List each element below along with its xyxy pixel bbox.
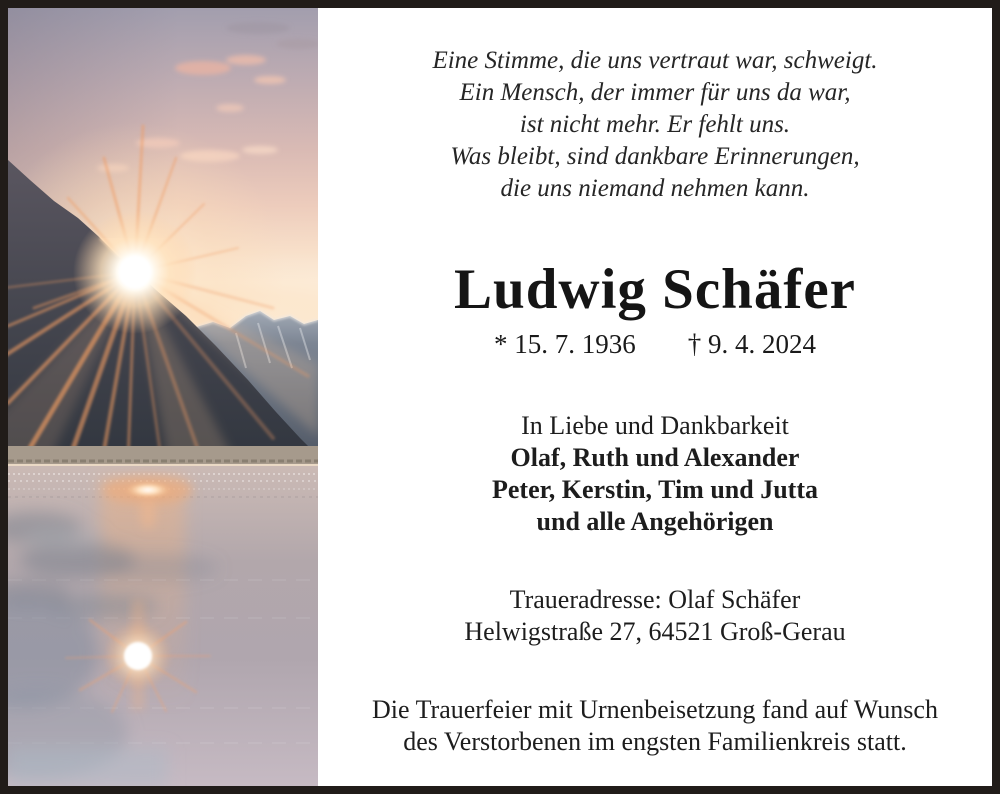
verse-line: ist nicht mehr. Er fehlt uns. xyxy=(519,111,791,138)
verse-line: die uns niemand nehmen kann. xyxy=(500,175,810,202)
verse-line: Eine Stimme, die uns vertraut war, schweigt. xyxy=(432,47,878,74)
sun xyxy=(73,210,197,334)
mourning-address-line: Helwigstraße 27, 64521 Groß-Gerau xyxy=(464,617,846,646)
mourners-line: Olaf, Ruth und Alexander xyxy=(510,443,800,472)
mourners-line: Peter, Kerstin, Tim und Jutta xyxy=(492,475,818,504)
mourning-address-block xyxy=(318,584,992,648)
mourners-intro: In Liebe und Dankbarkeit xyxy=(521,411,789,440)
life-dates xyxy=(318,328,992,360)
sunrise-lake-illustration xyxy=(8,8,318,786)
deceased-name: Ludwig Schäfer xyxy=(454,258,856,321)
funeral-note-line: Die Trauerfeier mit Urnenbeisetzung fand auf Wunsch xyxy=(372,695,938,724)
text-panel xyxy=(318,8,992,786)
death-date: † 9. 4. 2024 xyxy=(687,329,816,359)
verse-line: Was bleibt, sind dankbare Erinnerungen, xyxy=(450,143,860,170)
mourning-address-line: Traueradresse: Olaf Schäfer xyxy=(509,585,801,614)
verse-line: Ein Mensch, der immer für uns da war, xyxy=(459,79,851,106)
mourners-block xyxy=(318,410,992,538)
memorial-verse xyxy=(318,45,992,205)
birth-date: * 15. 7. 1936 xyxy=(494,329,636,359)
funeral-note-line: des Verstorbenen im engsten Familienkreis statt. xyxy=(403,727,907,756)
funeral-note-block xyxy=(318,694,992,758)
memorial-photo xyxy=(8,8,318,786)
mourners-line: und alle Angehörigen xyxy=(536,507,774,536)
